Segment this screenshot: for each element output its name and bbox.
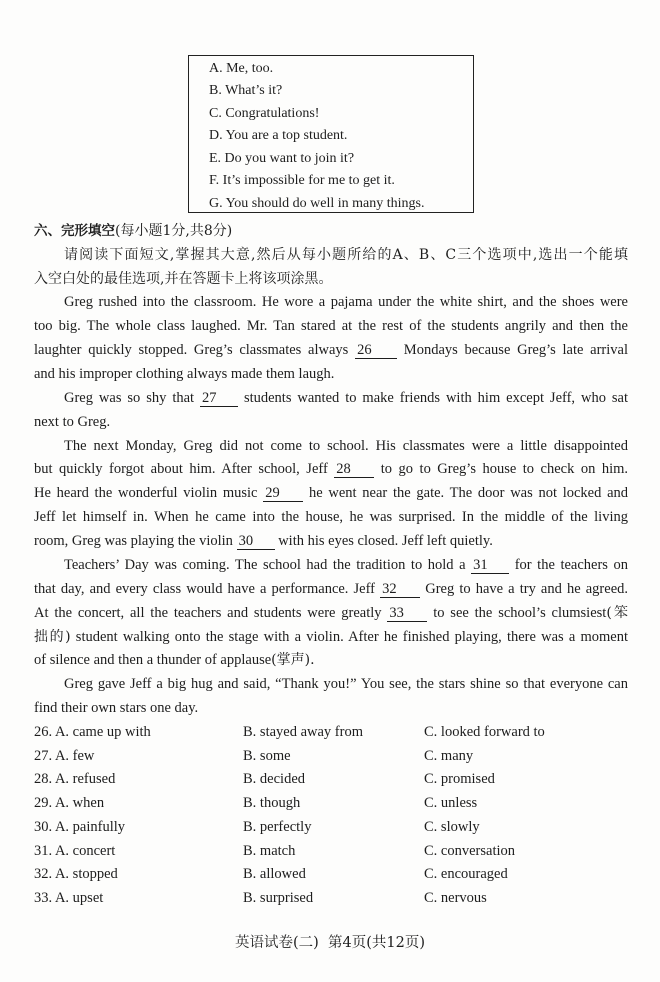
box-option-f: F. It’s impossible for me to get it.	[209, 173, 395, 188]
passage-text: At the concert, all the teachers and students were greatly	[34, 605, 382, 621]
passage-text: Greg was so shy that	[64, 390, 195, 406]
option-b: B. allowed	[243, 866, 306, 882]
passage-line	[34, 603, 628, 623]
option-c: C. conversation	[424, 843, 516, 859]
option-a: 29. A. when	[34, 795, 105, 811]
passage-text: of silence and then a thunder of applause	[34, 652, 272, 668]
passage-text: Greg to have a try and he agreed.	[425, 581, 629, 597]
question-row	[34, 841, 628, 861]
question-row	[34, 864, 628, 884]
passage-text: student walking onto the stage with a violin. After he finished playing, there was a moment	[75, 629, 629, 645]
passage-text: with his eyes closed. Jeff left quietly.	[278, 533, 493, 549]
box-option-c: C. Congratulations!	[209, 106, 320, 121]
option-c: C. promised	[424, 771, 495, 787]
passage-gloss: (掌声).	[271, 652, 315, 668]
section-score: (每小题1分,共8分)	[115, 223, 233, 239]
passage-line	[34, 650, 628, 670]
passage-text: for the teachers on	[514, 557, 629, 573]
option-c: C. slowly	[424, 819, 480, 835]
option-a: 31. A. concert	[34, 843, 116, 859]
passage-text: students wanted to make friends with him except Jeff, who sat	[243, 390, 628, 406]
option-c: C. unless	[424, 795, 478, 811]
option-b: B. match	[243, 843, 296, 859]
box-option-a: A. Me, too.	[209, 61, 274, 76]
passage-line	[34, 459, 628, 479]
blank-32: 32	[380, 581, 420, 598]
passage-text: room, Greg was playing the violin	[34, 533, 233, 549]
option-c: C. encouraged	[424, 866, 508, 882]
passage-line	[34, 531, 628, 551]
passage-line	[34, 579, 628, 599]
passage-line: and his improper clothing always made them laugh.	[34, 366, 335, 382]
blank-27: 27	[200, 390, 238, 407]
passage-text: Mondays because Greg’s late arrival	[403, 342, 629, 358]
passage-gloss: (笨	[606, 605, 628, 621]
passage-line	[64, 555, 628, 575]
question-row	[34, 769, 628, 789]
option-b: B. some	[243, 748, 291, 764]
question-row	[34, 722, 628, 742]
passage-line	[34, 340, 628, 360]
blank-30: 30	[237, 533, 275, 550]
passage-line: too big. The whole class laughed. Mr. Tan stared at the rest of the students angrily and then the	[34, 318, 628, 334]
passage-text: Teachers’ Day was coming. The school had the tradition to hold a	[64, 557, 466, 573]
blank-26: 26	[355, 342, 397, 359]
blank-31: 31	[471, 557, 509, 574]
passage-line: next to Greg.	[34, 414, 111, 430]
passage-line: Jeff let himself in. When he came into the house, he was surprised. In the middle of the living	[34, 509, 628, 525]
option-b: B. perfectly	[243, 819, 312, 835]
passage-line: The next Monday, Greg did not come to school. His classmates were a little disappointed	[64, 438, 628, 454]
section-title: 六、完形填空	[34, 223, 115, 239]
passage-line: Greg gave Jeff a big hug and said, “Thank you!” You see, the stars shine so that everyone can	[64, 676, 628, 692]
blank-33: 33	[387, 605, 427, 622]
passage-text: laughter quickly stopped. Greg’s classmates always	[34, 342, 349, 358]
option-a: 28. A. refused	[34, 771, 116, 787]
option-b: B. decided	[243, 771, 306, 787]
box-option-b: B. What’s it?	[209, 83, 283, 98]
passage-text: he went near the gate. The door was not locked and	[308, 485, 629, 501]
passage-text: but quickly forgot about him. After school, Jeff	[34, 461, 328, 477]
passage-line	[34, 627, 628, 647]
option-a: 30. A. painfully	[34, 819, 126, 835]
box-option-d: D. You are a top student.	[209, 128, 348, 143]
blank-29: 29	[263, 485, 303, 502]
passage-line	[64, 388, 628, 408]
option-b: B. stayed away from	[243, 724, 363, 740]
passage-text: to see the school’s clumsiest	[433, 605, 607, 621]
option-c: C. nervous	[424, 890, 487, 906]
passage-gloss: 拙的)	[34, 629, 71, 645]
passage-line: Greg rushed into the classroom. He wore a pajama under the white shirt, and the shoes were	[64, 294, 628, 310]
box-option-g: G. You should do well in many things.	[209, 196, 425, 211]
passage-text: He heard the wonderful violin music	[34, 485, 258, 501]
instruction-line-1: 请阅读下面短文,掌握其大意,然后从每小题所给的A、B、C三个选项中,选出一个能填	[64, 247, 628, 263]
question-row	[34, 888, 628, 908]
passage-text: that day, and every class would have a performance. Jeff	[34, 581, 376, 597]
option-c: C. looked forward to	[424, 724, 545, 740]
option-a: 26. A. came up with	[34, 724, 151, 740]
option-c: C. many	[424, 748, 474, 764]
option-a: 27. A. few	[34, 748, 95, 764]
passage-line: find their own stars one day.	[34, 700, 199, 716]
question-row	[34, 793, 628, 813]
passage-text: to go to Greg’s house to check on him.	[380, 461, 629, 477]
blank-28: 28	[334, 461, 374, 478]
answer-options-box	[188, 55, 474, 213]
question-row	[34, 746, 628, 766]
option-b: B. surprised	[243, 890, 314, 906]
page-footer: 英语试卷(二) 第4页(共12页)	[234, 935, 426, 951]
passage-line	[34, 483, 628, 503]
option-b: B. though	[243, 795, 301, 811]
box-option-e: E. Do you want to join it?	[209, 151, 355, 166]
option-a: 32. A. stopped	[34, 866, 118, 882]
section-heading	[34, 221, 232, 241]
instruction-line-2: 入空白处的最佳选项,并在答题卡上将该项涂黑。	[34, 271, 333, 287]
question-row	[34, 817, 628, 837]
option-a: 33. A. upset	[34, 890, 104, 906]
